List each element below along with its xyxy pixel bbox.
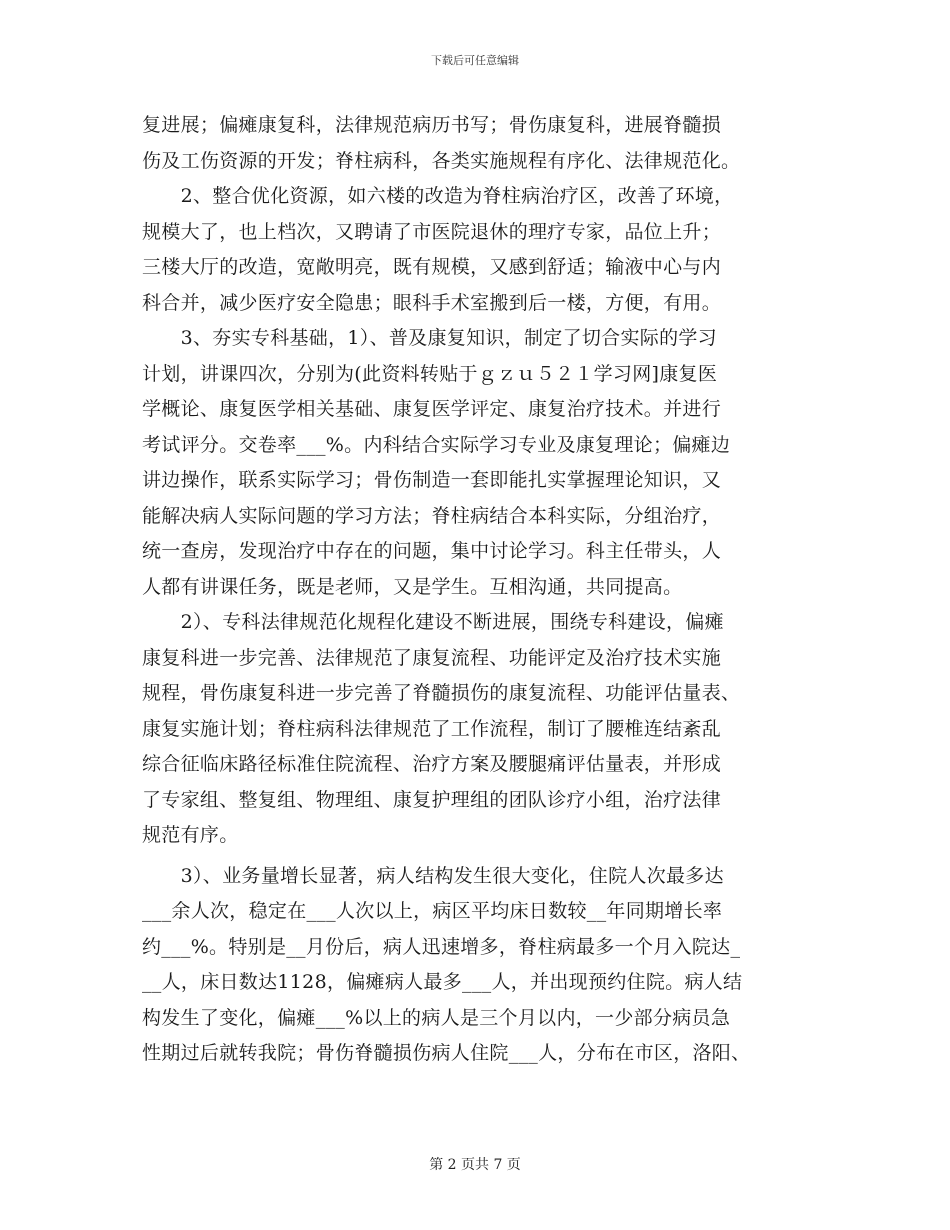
text-line: 人都有讲课任务，既是老师，又是学生。互相沟通，共同提高。 xyxy=(142,575,683,598)
text-line: 3、夯实专科基础，1）、普及康复知识，制定了切合实际的学习 xyxy=(142,327,717,349)
text-line: 3）、业务量增长显著，病人结构发生很大变化，住院人次最多达 xyxy=(142,864,724,887)
text-line: 讲边操作，联系实际学习；骨伤制造一套即能扎实掌握理论知识，又 xyxy=(142,469,722,491)
text-line: 计划，讲课四次，分别为(此资料转贴于ｇｚｕ５２１学习网]康复医 xyxy=(142,362,718,385)
text-line: 康复实施计划；脊柱病科法律规范了工作流程，制订了腰椎连结紊乱 xyxy=(142,717,722,740)
text-line: 三楼大厅的改造，宽敞明亮，既有规模，又感到舒适；输液中心与内 xyxy=(142,256,722,278)
text-line: 规程，骨伤康复科进一步完善了脊髓损伤的康复流程、功能评估量表、 xyxy=(142,682,741,704)
text-line: 构发生了变化，偏瘫___%以上的病人是三个月以内，一少部分病员急 xyxy=(142,1006,731,1029)
page-header: 下载后可任意编辑 xyxy=(431,54,519,67)
text-line: 考试评分。交卷率___%。内科结合实际学习专业及康复理论；偏瘫边 xyxy=(142,433,731,456)
text-line: 2）、专科法律规范化规程化建设不断进展，围绕专科建设，偏瘫 xyxy=(142,611,724,633)
text-line: 科合并，减少医疗安全隐患；眼科手术室搬到后一楼，方便，有用。 xyxy=(142,291,722,314)
page-footer: 第 2 页共 7 页 xyxy=(429,1157,521,1173)
text-line: 能解决病人实际问题的学习方法；脊柱病结合本科实际，分组治疗， xyxy=(142,504,722,527)
document-body xyxy=(142,108,812,1072)
text-line: 伤及工伤资源的开发；脊柱病科，各类实施规程有序化、法律规范化。 xyxy=(142,149,741,172)
text-line: 了专家组、整复组、物理组、康复护理组的团队诊疗小组，治疗法律 xyxy=(142,788,722,811)
text-line: 2、整合优化资源，如六楼的改造为脊柱病治疗区，改善了环境， xyxy=(142,185,734,207)
text-line: __人，床日数达1128，偏瘫病人最多___人，并出现预约住院。病人结 xyxy=(142,971,743,993)
text-line: ___余人次，稳定在___人次以上，病区平均床日数较__年同期增长率 xyxy=(142,900,723,922)
text-line: 约___%。特别是__月份后，病人迅速增多，脊柱病最多一个月入院达_ xyxy=(142,935,741,958)
text-line: 学概论、康复医学相关基础、康复医学评定、康复治疗技术。并进行 xyxy=(142,398,722,420)
text-line: 性期过后就转我院；骨伤脊髓损伤病人住院___人，分布在市区，洛阳、 xyxy=(142,1042,751,1064)
text-line: 康复科进一步完善、法律规范了康复流程、功能评定及治疗技术实施 xyxy=(142,646,722,669)
text-line: 规模大了，也上档次，又聘请了市医院退休的理疗专家，品位上升； xyxy=(142,220,722,243)
text-line: 规范有序。 xyxy=(142,824,239,846)
text-line: 统一查房，发现治疗中存在的问题，集中讨论学习。科主任带头，人 xyxy=(142,540,722,562)
text-line: 复进展；偏瘫康复科，法律规范病历书写；骨伤康复科，进展脊髓损 xyxy=(142,114,722,136)
text-line: 综合征临床路径标准住院流程、治疗方案及腰腿痛评估量表，并形成 xyxy=(142,753,722,775)
